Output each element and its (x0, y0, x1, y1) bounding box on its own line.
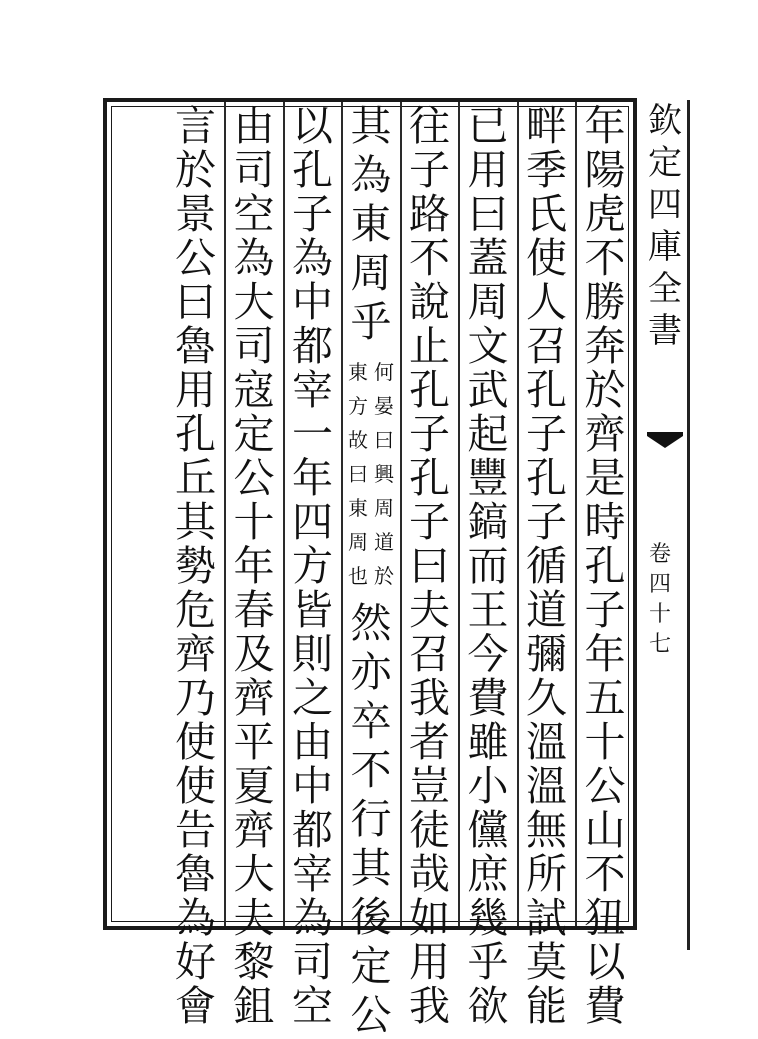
column-character: 小 (467, 762, 509, 810)
column-character: 曰 (409, 542, 450, 590)
column-character: 然 (350, 599, 392, 647)
margin-title-character: 書 (648, 311, 682, 351)
column-character: 於 (584, 366, 626, 414)
column-character: 齊 (584, 410, 626, 458)
column-character: 魯 (175, 322, 216, 370)
commentary-note-line (373, 355, 395, 593)
column-character: 陽 (584, 146, 626, 194)
column-character: 會 (175, 982, 216, 1030)
commentary-note (347, 355, 395, 593)
column-character: 公 (233, 454, 275, 502)
page-margin (641, 100, 689, 950)
column-character: 司 (233, 322, 275, 370)
column-character: 庶 (467, 850, 509, 898)
column-character: 使 (526, 234, 567, 282)
column-character: 景 (175, 190, 216, 238)
column-character: 王 (467, 586, 509, 634)
column-character: 氏 (526, 190, 567, 238)
column-character: 如 (409, 894, 450, 942)
column-character: 年 (292, 454, 333, 502)
column-character: 武 (467, 366, 509, 414)
column-character: 說 (409, 278, 450, 326)
commentary-character: 何 (374, 360, 394, 384)
column-character: 十 (233, 498, 275, 546)
column-character: 徒 (409, 806, 450, 854)
margin-title (641, 100, 689, 352)
commentary-character: 於 (374, 564, 394, 588)
column-character: 無 (526, 806, 567, 854)
column-character: 卒 (350, 697, 392, 745)
column-character: 中 (292, 278, 333, 326)
text-column (229, 102, 279, 1030)
text-column (171, 102, 221, 1030)
column-character: 豈 (409, 762, 450, 810)
text-column (288, 102, 338, 1030)
column-character: 欲 (467, 982, 509, 1030)
column-character: 路 (409, 190, 450, 238)
commentary-character: 故 (348, 428, 368, 452)
volume-leaf-character: 四 (649, 572, 672, 597)
text-column (346, 102, 396, 1039)
column-character: 用 (467, 146, 509, 194)
column-character: 而 (467, 542, 509, 590)
text-column (580, 102, 630, 1030)
column-character: 鉏 (233, 982, 275, 1030)
column-character: 告 (175, 806, 216, 854)
column-rule (400, 102, 402, 926)
column-character: 空 (233, 190, 275, 238)
column-character: 孔 (409, 454, 450, 502)
column-character: 都 (292, 322, 333, 370)
column-character: 召 (526, 322, 567, 370)
column-character: 曰 (467, 190, 509, 238)
commentary-note-line (347, 355, 369, 593)
column-character: 夫 (409, 586, 450, 634)
margin-title-character: 四 (648, 185, 682, 225)
column-character: 子 (526, 410, 567, 458)
column-character: 孔 (584, 542, 626, 590)
column-character: 五 (584, 674, 626, 722)
commentary-character: 東 (348, 360, 368, 384)
column-character: 起 (467, 410, 509, 458)
column-character: 用 (175, 366, 216, 414)
volume-leaf-character: 十 (649, 602, 672, 627)
column-character: 召 (409, 630, 450, 678)
column-character: 言 (175, 102, 216, 150)
column-character: 四 (292, 498, 333, 546)
column-character: 孔 (526, 366, 567, 414)
column-character: 是 (584, 454, 626, 502)
column-rule (224, 102, 226, 926)
column-character: 人 (526, 278, 567, 326)
column-character: 溫 (526, 762, 567, 810)
column-character: 乎 (350, 298, 392, 346)
column-character: 於 (175, 146, 216, 194)
commentary-character: 興 (374, 462, 394, 486)
column-character: 曰 (175, 278, 216, 326)
column-character: 為 (292, 234, 333, 282)
column-character: 定 (233, 410, 275, 458)
column-character: 文 (467, 322, 509, 370)
column-character: 皆 (292, 586, 333, 634)
column-character: 使 (175, 718, 216, 766)
column-character: 十 (584, 718, 626, 766)
column-character: 及 (233, 630, 275, 678)
column-character: 幾 (467, 894, 509, 942)
column-character: 為 (350, 151, 392, 199)
column-character: 好 (175, 938, 216, 986)
column-character: 亦 (350, 648, 392, 696)
column-character: 季 (526, 146, 567, 194)
commentary-character: 周 (374, 496, 394, 520)
column-character: 儻 (467, 806, 509, 854)
volume-leaf-character: 七 (649, 632, 672, 657)
column-character: 定 (350, 942, 392, 990)
column-character: 子 (584, 586, 626, 634)
column-character: 能 (526, 982, 567, 1030)
volume-leaf-character: 卷 (649, 542, 672, 567)
column-character: 齊 (233, 806, 275, 854)
column-character: 虎 (584, 190, 626, 238)
column-character: 宰 (292, 850, 333, 898)
column-character: 時 (584, 498, 626, 546)
column-character: 司 (233, 146, 275, 194)
column-character: 以 (292, 102, 333, 150)
text-column (522, 102, 572, 1030)
column-character: 為 (292, 894, 333, 942)
column-character: 其 (350, 844, 392, 892)
commentary-character: 也 (348, 564, 368, 588)
column-character: 勝 (584, 278, 626, 326)
column-character: 已 (467, 102, 509, 150)
column-character: 勢 (175, 542, 216, 590)
column-character: 大 (233, 850, 275, 898)
column-character: 年 (584, 102, 626, 150)
column-rule (575, 102, 577, 926)
column-character: 為 (175, 894, 216, 942)
column-character: 其 (175, 498, 216, 546)
fish-tail-mark-icon (645, 430, 685, 450)
column-character: 孔 (409, 366, 450, 414)
column-character: 道 (526, 586, 567, 634)
column-character: 不 (409, 234, 450, 282)
column-character: 費 (467, 674, 509, 722)
column-character: 我 (409, 982, 450, 1030)
column-rule (517, 102, 519, 926)
column-rule (341, 102, 343, 926)
column-character: 之 (292, 674, 333, 722)
column-character: 寇 (233, 366, 275, 414)
column-character: 則 (292, 630, 333, 678)
column-character: 我 (409, 674, 450, 722)
column-character: 中 (292, 762, 333, 810)
commentary-character: 曰 (374, 428, 394, 452)
commentary-character: 周 (348, 530, 368, 554)
column-character: 平 (233, 718, 275, 766)
commentary-character: 曰 (348, 462, 368, 486)
column-character: 久 (526, 674, 567, 722)
column-character: 魯 (175, 850, 216, 898)
column-character: 周 (467, 278, 509, 326)
column-character: 止 (409, 322, 450, 370)
column-character: 由 (292, 718, 333, 766)
column-character: 年 (233, 542, 275, 590)
margin-title-character: 庫 (648, 227, 682, 267)
column-character: 年 (584, 630, 626, 678)
column-character: 危 (175, 586, 216, 634)
column-character: 公 (350, 991, 392, 1039)
column-character: 周 (350, 249, 392, 297)
column-character: 蓋 (467, 234, 509, 282)
column-character: 子 (292, 190, 333, 238)
column-character: 大 (233, 278, 275, 326)
text-column (463, 102, 513, 1030)
column-character: 用 (409, 938, 450, 986)
column-character: 今 (467, 630, 509, 678)
column-character: 哉 (409, 850, 450, 898)
column-character: 山 (584, 806, 626, 854)
column-character: 溫 (526, 718, 567, 766)
column-character: 司 (292, 938, 333, 986)
column-character: 子 (409, 498, 450, 546)
column-character: 公 (175, 234, 216, 282)
column-character: 後 (350, 893, 392, 941)
column-character: 不 (584, 850, 626, 898)
column-character: 豐 (467, 454, 509, 502)
text-column (405, 102, 455, 1030)
column-character: 不 (350, 746, 392, 794)
column-character: 由 (233, 102, 275, 150)
column-character: 東 (350, 200, 392, 248)
column-character: 孔 (526, 454, 567, 502)
column-rule (458, 102, 460, 926)
column-character: 子 (409, 146, 450, 194)
column-character: 畔 (526, 102, 567, 150)
column-character: 雖 (467, 718, 509, 766)
column-character: 鎬 (467, 498, 509, 546)
column-character: 往 (409, 102, 450, 150)
commentary-character: 方 (348, 394, 368, 418)
column-character: 不 (584, 234, 626, 282)
column-character: 孔 (175, 410, 216, 458)
column-character: 丘 (175, 454, 216, 502)
column-character: 夏 (233, 762, 275, 810)
column-character: 彌 (526, 630, 567, 678)
commentary-character: 晏 (374, 394, 394, 418)
column-character: 孔 (292, 146, 333, 194)
column-character: 莫 (526, 938, 567, 986)
commentary-character: 東 (348, 496, 368, 520)
column-character: 其 (350, 102, 392, 150)
column-character: 子 (409, 410, 450, 458)
column-character: 夫 (233, 894, 275, 942)
column-character: 所 (526, 850, 567, 898)
column-character: 試 (526, 894, 567, 942)
column-character: 為 (233, 234, 275, 282)
column-character: 奔 (584, 322, 626, 370)
commentary-character: 道 (374, 530, 394, 554)
column-character: 子 (526, 498, 567, 546)
column-character: 都 (292, 806, 333, 854)
column-character: 空 (292, 982, 333, 1030)
column-character: 齊 (233, 674, 275, 722)
margin-title-character: 欽 (648, 101, 682, 141)
column-character: 公 (584, 762, 626, 810)
column-character: 狃 (584, 894, 626, 942)
volume-leaf (649, 540, 671, 660)
column-character: 循 (526, 542, 567, 590)
column-rule (283, 102, 285, 926)
column-character: 一 (292, 410, 333, 458)
column-character: 黎 (233, 938, 275, 986)
margin-title-character: 全 (648, 269, 682, 309)
column-character: 乎 (467, 938, 509, 986)
column-character: 齊 (175, 630, 216, 678)
column-character: 行 (350, 795, 392, 843)
column-character: 使 (175, 762, 216, 810)
column-character: 乃 (175, 674, 216, 722)
column-character: 方 (292, 542, 333, 590)
column-character: 春 (233, 586, 275, 634)
margin-title-character: 定 (648, 143, 682, 183)
column-character: 以 (584, 938, 626, 986)
column-character: 宰 (292, 366, 333, 414)
column-character: 費 (584, 982, 626, 1030)
column-character: 者 (409, 718, 450, 766)
